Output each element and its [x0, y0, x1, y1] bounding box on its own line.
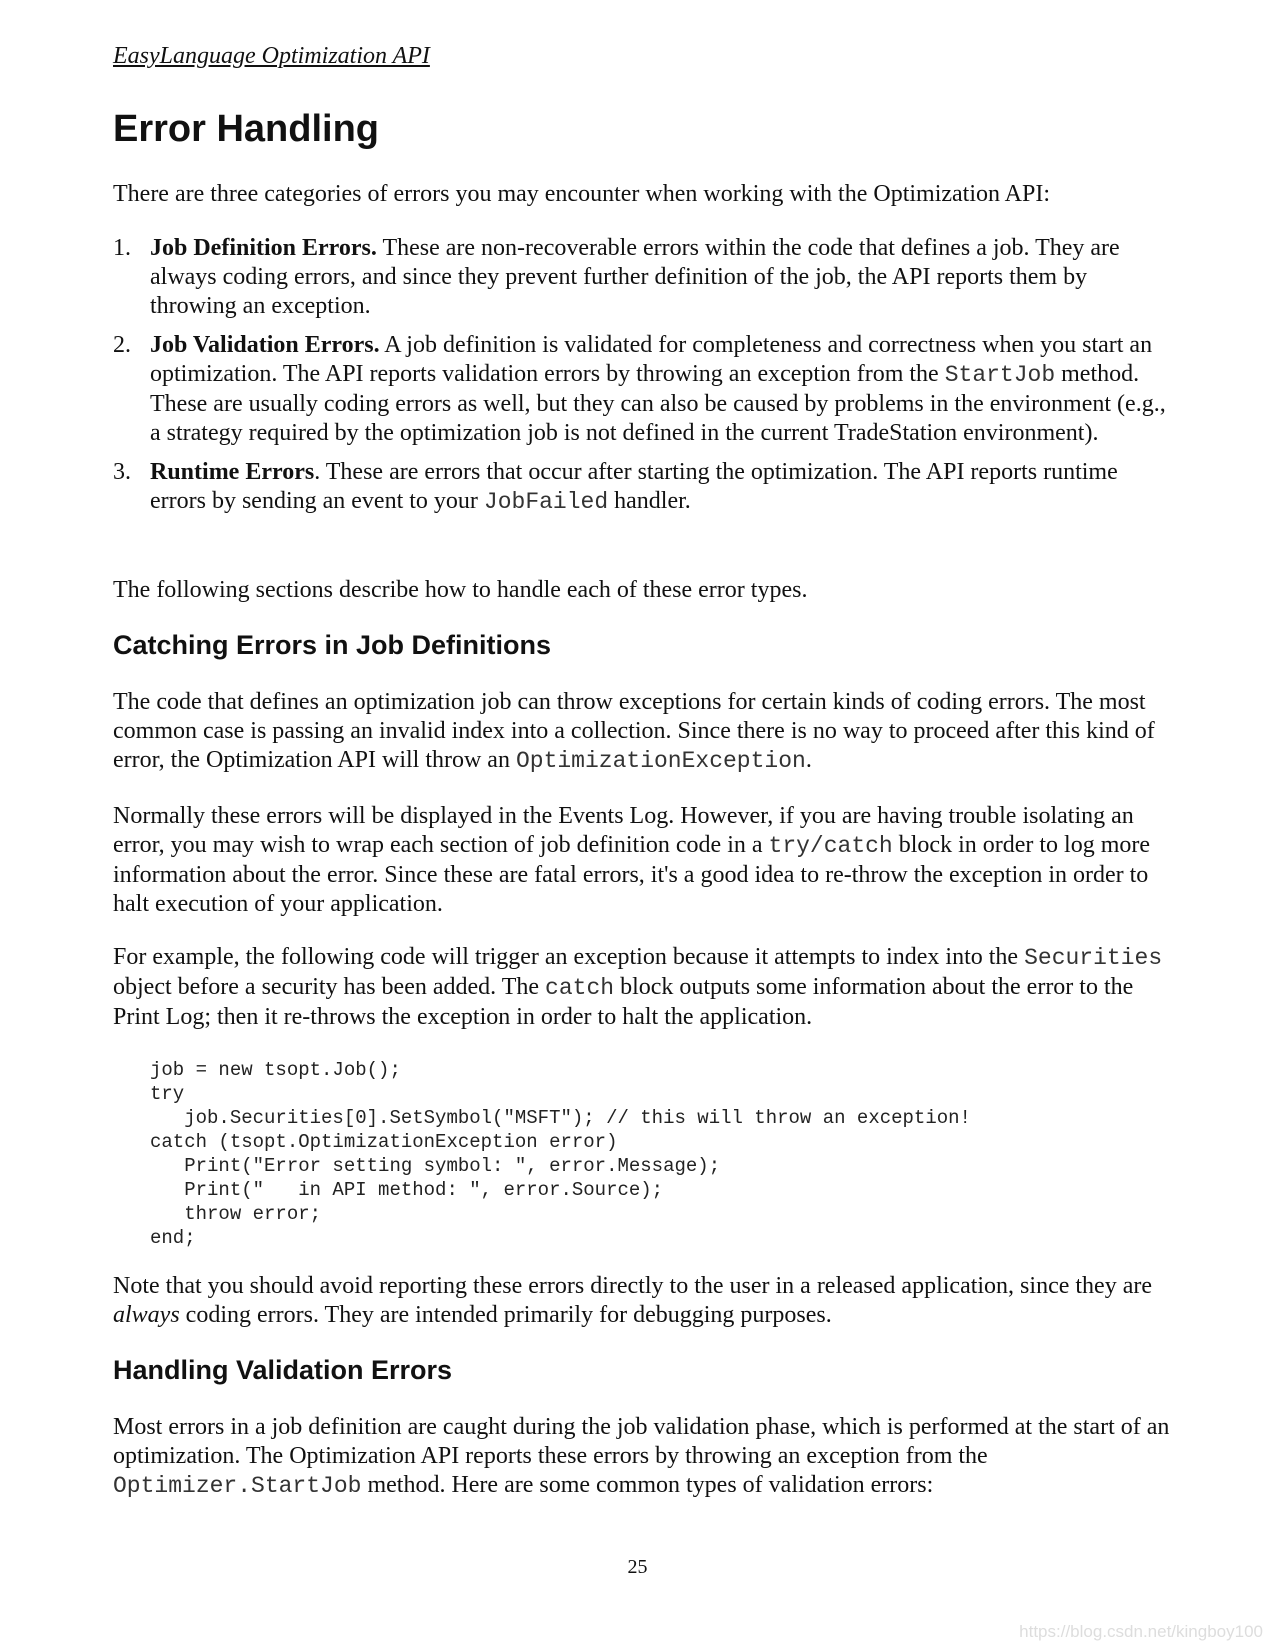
list-item — [113, 331, 1173, 448]
section-heading: Handling Validation Errors — [113, 1355, 453, 1385]
list-item-text: handler. — [608, 488, 691, 514]
paragraph: Normally these errors will be displayed in the Events Log. However, if you are having trouble isolating an error, you may wish to wrap each section of job definition code in a try/catch block in order to log more information about the error. Since these are fatal errors, it's a good idea to re-throw the exception in order to halt execution of your application. — [113, 803, 1151, 917]
inline-code: Securities — [1024, 945, 1163, 971]
page-number: 25 — [627, 1556, 648, 1578]
error-categories-list — [113, 234, 1173, 527]
paragraph: The code that defines an optimization job can throw exceptions for certain kinds of coding errors. The most common case is passing an invalid index into a collection. Since there is no way to proceed after this kind of error, the Optimization API will throw an OptimizationException. — [113, 689, 1155, 774]
list-number: 3. — [113, 459, 131, 485]
inline-code: OptimizationException — [515, 748, 806, 774]
following-paragraph: The following sections describe how to handle each of these error types. — [113, 577, 808, 603]
list-item-text: A job definition is validated for completeness and correctness when you start an optimization. The API reports validation errors by throwing an exception from the — [150, 332, 1153, 387]
code-block: job = new tsopt.Job(); try job.Securities[0].SetSymbol("MSFT"); // this will throw an exception! catch (tsopt.OptimizationException error) Print("Error setting symbol: ", error.Message); Print(" in API method: ", error.Source); throw error; end; — [150, 1059, 971, 1249]
list-item-title: Job Definition Errors. — [150, 235, 377, 261]
list-item-text: These are non-recoverable errors within the code that defines a job. They are always coding errors, and since they prevent further definition of the job, the API reports them by throwing an exception. — [150, 235, 1120, 319]
inline-code: StartJob — [944, 362, 1056, 388]
page-title: Error Handling — [113, 108, 380, 150]
paragraph: For example, the following code will trigger an exception because it attempts to index into the Securities object before a security has been added. The catch block outputs some information about the error to the Print Log; then it re-throws the exception in order to halt the application. — [113, 944, 1163, 1030]
list-item — [113, 458, 1173, 517]
list-number: 2. — [113, 332, 131, 358]
paragraph: Most errors in a job definition are caught during the job validation phase, which is performed at the start of an optimization. The Optimization API reports these errors by throwing an exception from the Optimizer.StartJob method. Here are some common types of validation errors: — [113, 1414, 1170, 1499]
watermark: https://blog.csdn.net/kingboy100 — [1019, 1622, 1263, 1641]
running-header: EasyLanguage Optimization API — [113, 43, 430, 69]
inline-code: try/catch — [768, 833, 893, 859]
inline-code: JobFailed — [483, 489, 609, 515]
inline-code: Optimizer.StartJob — [113, 1473, 362, 1499]
list-item — [113, 234, 1173, 321]
list-number: 1. — [113, 235, 131, 261]
list-item-title: Runtime Errors — [150, 459, 315, 485]
intro-paragraph: There are three categories of errors you may encounter when working with the Optimization API: — [113, 181, 1051, 207]
list-item-text: method. These are usually coding errors as well, but they can also be caused by problems in the environment (e.g., a strategy required by the optimization job is not defined in the current TradeStation environment). — [150, 361, 1166, 446]
list-item-text: . These are errors that occur after starting the optimization. The API reports runtime errors by sending an event to your — [150, 459, 1118, 514]
inline-code: catch — [545, 975, 615, 1001]
section-heading: Catching Errors in Job Definitions — [113, 630, 552, 660]
note-paragraph: Note that you should avoid reporting these errors directly to the user in a released application, since they are always coding errors. They are intended primarily for debugging purposes. — [113, 1273, 1152, 1328]
list-item-title: Job Validation Errors. — [150, 332, 380, 358]
